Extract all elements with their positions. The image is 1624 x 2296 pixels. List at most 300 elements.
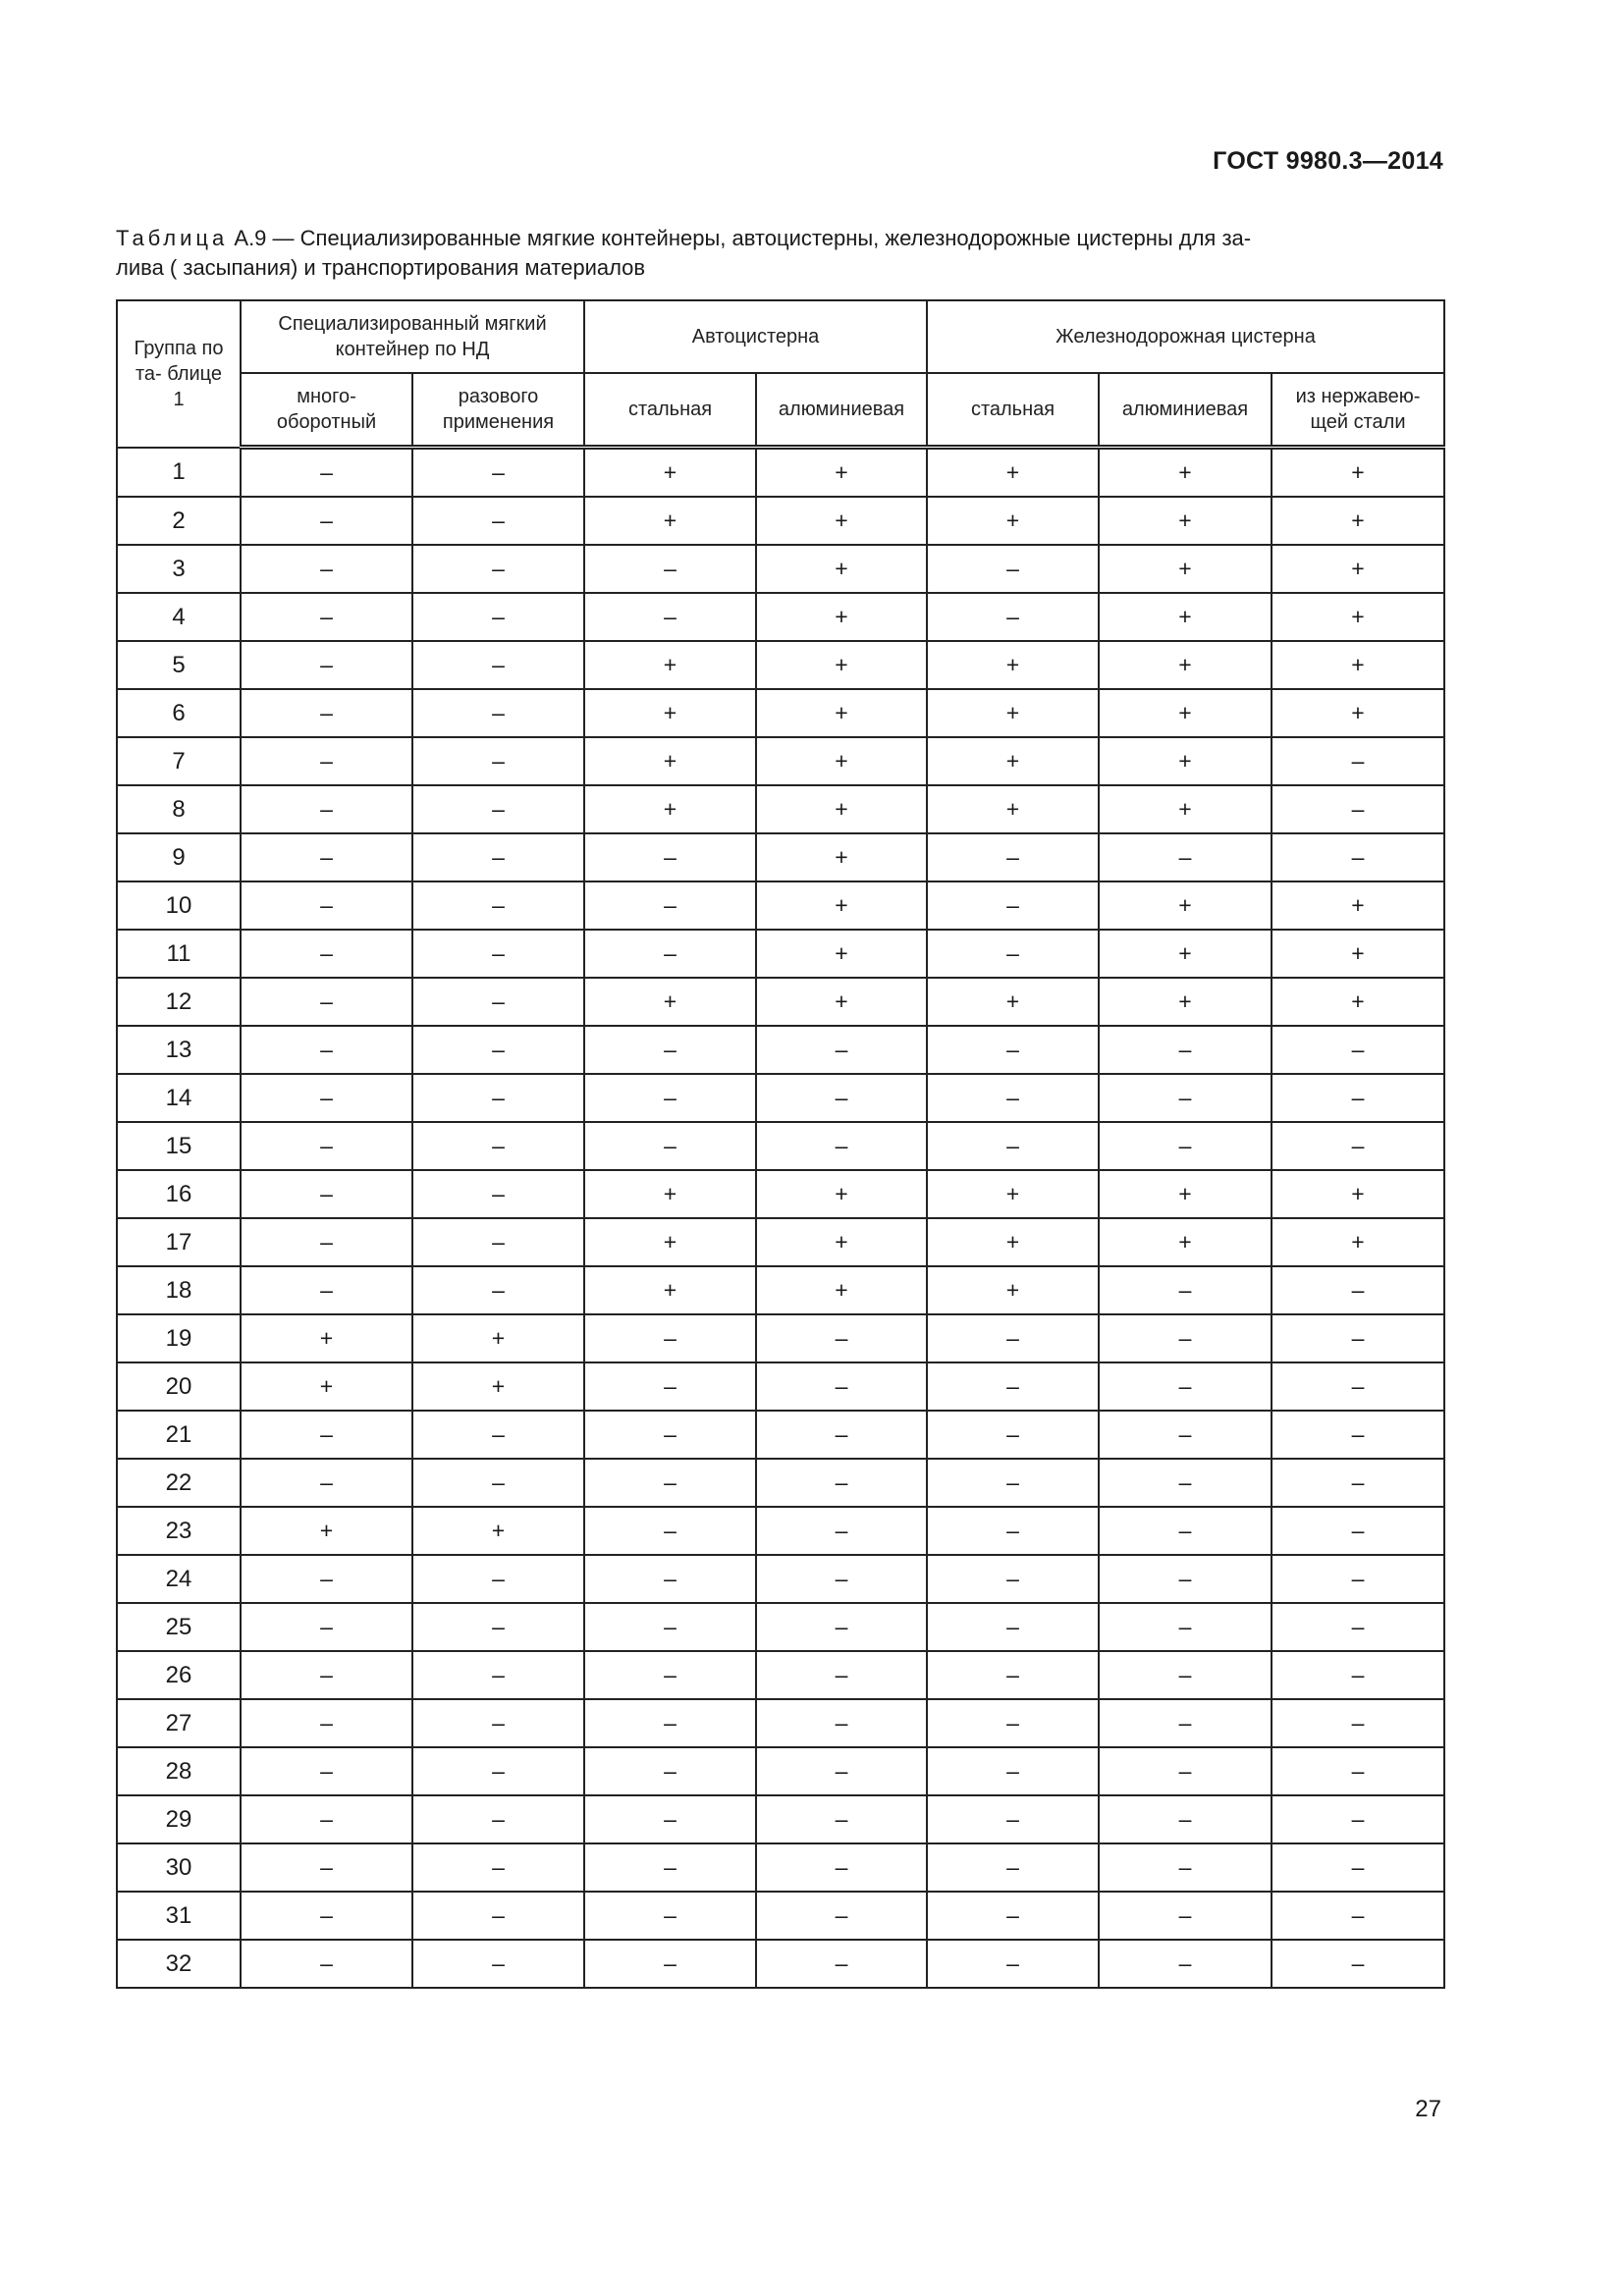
cell-single-use: – — [412, 1651, 584, 1699]
cell-reusable: + — [241, 1314, 412, 1362]
cell-truck-aluminum: + — [756, 689, 927, 737]
cell-group: 26 — [117, 1651, 241, 1699]
cell-rail-aluminum: + — [1099, 689, 1272, 737]
cell-reusable: – — [241, 545, 412, 593]
cell-reusable: – — [241, 1651, 412, 1699]
cell-rail-stainless: + — [1272, 1170, 1444, 1218]
cell-reusable: – — [241, 1026, 412, 1074]
cell-truck-steel: – — [584, 1555, 756, 1603]
table-body — [117, 448, 1444, 1989]
cell-truck-aluminum: + — [756, 881, 927, 930]
cell-reusable: – — [241, 641, 412, 689]
cell-rail-steel: – — [927, 881, 1099, 930]
cell-single-use: – — [412, 1892, 584, 1940]
cell-single-use: – — [412, 1795, 584, 1843]
cell-truck-aluminum: + — [756, 448, 927, 498]
cell-rail-steel: – — [927, 1603, 1099, 1651]
cell-reusable: + — [241, 1507, 412, 1555]
cell-truck-steel: + — [584, 1170, 756, 1218]
cell-rail-aluminum: – — [1099, 1555, 1272, 1603]
cell-rail-aluminum: + — [1099, 737, 1272, 785]
cell-truck-aluminum: + — [756, 1170, 927, 1218]
cell-rail-aluminum: + — [1099, 448, 1272, 498]
cell-truck-aluminum: – — [756, 1843, 927, 1892]
cell-group: 14 — [117, 1074, 241, 1122]
cell-rail-aluminum: – — [1099, 1940, 1272, 1988]
cell-single-use: – — [412, 641, 584, 689]
table-caption-text-line2: лива ( засыпания) и транспортирования материалов — [116, 255, 646, 280]
cell-group: 30 — [117, 1843, 241, 1892]
cell-reusable: – — [241, 737, 412, 785]
cell-rail-stainless: – — [1272, 1651, 1444, 1699]
cell-rail-steel: – — [927, 1459, 1099, 1507]
cell-single-use: – — [412, 785, 584, 833]
table-row — [117, 1459, 1444, 1507]
cell-rail-steel: – — [927, 1940, 1099, 1988]
cell-rail-aluminum: + — [1099, 930, 1272, 978]
cell-truck-aluminum: + — [756, 785, 927, 833]
cell-truck-aluminum: – — [756, 1940, 927, 1988]
subheader-single-use: разового применения — [412, 373, 584, 448]
cell-rail-stainless: + — [1272, 689, 1444, 737]
cell-group: 11 — [117, 930, 241, 978]
table-row — [117, 1940, 1444, 1988]
cell-single-use: – — [412, 1459, 584, 1507]
cell-rail-aluminum: – — [1099, 1699, 1272, 1747]
cell-truck-steel: – — [584, 1892, 756, 1940]
subheader-truck-steel: стальная — [584, 373, 756, 448]
cell-group: 18 — [117, 1266, 241, 1314]
table-caption — [116, 224, 1443, 283]
cell-truck-aluminum: – — [756, 1507, 927, 1555]
cell-rail-steel: + — [927, 641, 1099, 689]
cell-rail-stainless: – — [1272, 1892, 1444, 1940]
table-row — [117, 1892, 1444, 1940]
cell-truck-aluminum: + — [756, 930, 927, 978]
cell-rail-aluminum: – — [1099, 1026, 1272, 1074]
cell-rail-stainless: – — [1272, 1843, 1444, 1892]
cell-rail-aluminum: – — [1099, 1459, 1272, 1507]
cell-rail-stainless: – — [1272, 1314, 1444, 1362]
cell-truck-aluminum: + — [756, 497, 927, 545]
cell-group: 31 — [117, 1892, 241, 1940]
cell-rail-aluminum: – — [1099, 1843, 1272, 1892]
cell-truck-steel: – — [584, 930, 756, 978]
cell-rail-stainless: – — [1272, 1940, 1444, 1988]
cell-truck-steel: + — [584, 689, 756, 737]
cell-reusable: – — [241, 1940, 412, 1988]
cell-rail-stainless: + — [1272, 881, 1444, 930]
cell-rail-stainless: – — [1272, 1411, 1444, 1459]
cell-rail-stainless: – — [1272, 785, 1444, 833]
subheader-truck-aluminum: алюминиевая — [756, 373, 927, 448]
cell-rail-stainless: – — [1272, 833, 1444, 881]
cell-rail-aluminum: – — [1099, 1747, 1272, 1795]
cell-reusable: – — [241, 1459, 412, 1507]
cell-single-use: – — [412, 833, 584, 881]
cell-reusable: – — [241, 1074, 412, 1122]
cell-rail-steel: – — [927, 1651, 1099, 1699]
cell-rail-stainless: + — [1272, 1218, 1444, 1266]
cell-reusable: – — [241, 1843, 412, 1892]
cell-truck-aluminum: + — [756, 1218, 927, 1266]
table-row — [117, 833, 1444, 881]
materials-transport-table — [116, 299, 1445, 1989]
cell-single-use: – — [412, 1218, 584, 1266]
cell-truck-steel: – — [584, 1940, 756, 1988]
table-row — [117, 1218, 1444, 1266]
cell-group: 8 — [117, 785, 241, 833]
cell-rail-aluminum: + — [1099, 881, 1272, 930]
cell-rail-stainless: + — [1272, 448, 1444, 498]
cell-rail-steel: – — [927, 1026, 1099, 1074]
table-row — [117, 1170, 1444, 1218]
cell-truck-steel: – — [584, 1411, 756, 1459]
table-row — [117, 1651, 1444, 1699]
subheader-rail-stainless: из нержавею- щей стали — [1272, 373, 1444, 448]
cell-truck-steel: + — [584, 448, 756, 498]
cell-truck-aluminum: + — [756, 1266, 927, 1314]
cell-single-use: – — [412, 1747, 584, 1795]
cell-rail-steel: – — [927, 1362, 1099, 1411]
cell-rail-stainless: – — [1272, 1555, 1444, 1603]
cell-truck-steel: + — [584, 1218, 756, 1266]
cell-rail-stainless: – — [1272, 1747, 1444, 1795]
cell-rail-steel: – — [927, 1411, 1099, 1459]
table-row — [117, 1699, 1444, 1747]
cell-rail-stainless: + — [1272, 545, 1444, 593]
cell-single-use: – — [412, 1074, 584, 1122]
cell-rail-steel: + — [927, 1218, 1099, 1266]
cell-single-use: – — [412, 978, 584, 1026]
cell-group: 27 — [117, 1699, 241, 1747]
cell-truck-steel: + — [584, 1266, 756, 1314]
cell-group: 24 — [117, 1555, 241, 1603]
cell-truck-steel: + — [584, 641, 756, 689]
cell-reusable: – — [241, 785, 412, 833]
cell-single-use: – — [412, 689, 584, 737]
cell-rail-steel: – — [927, 1892, 1099, 1940]
cell-truck-aluminum: – — [756, 1459, 927, 1507]
cell-single-use: – — [412, 448, 584, 498]
cell-truck-aluminum: + — [756, 978, 927, 1026]
subheader-rail-steel: стальная — [927, 373, 1099, 448]
document-standard-header: ГОСТ 9980.3—2014 — [1213, 147, 1443, 175]
cell-group: 20 — [117, 1362, 241, 1411]
cell-truck-aluminum: – — [756, 1795, 927, 1843]
cell-rail-aluminum: – — [1099, 1892, 1272, 1940]
cell-rail-aluminum: – — [1099, 1266, 1272, 1314]
cell-truck-steel: – — [584, 545, 756, 593]
table-row — [117, 1795, 1444, 1843]
cell-single-use: – — [412, 1843, 584, 1892]
cell-rail-aluminum: + — [1099, 1218, 1272, 1266]
cell-truck-aluminum: – — [756, 1699, 927, 1747]
cell-rail-steel: – — [927, 1122, 1099, 1170]
table-row — [117, 1266, 1444, 1314]
cell-group: 15 — [117, 1122, 241, 1170]
cell-group: 23 — [117, 1507, 241, 1555]
table-row — [117, 1843, 1444, 1892]
table-caption-label: Таблица — [116, 226, 229, 250]
cell-truck-aluminum: – — [756, 1555, 927, 1603]
cell-single-use: – — [412, 1555, 584, 1603]
cell-reusable: – — [241, 1747, 412, 1795]
cell-rail-aluminum: – — [1099, 1651, 1272, 1699]
table-row — [117, 641, 1444, 689]
cell-reusable: + — [241, 1362, 412, 1411]
cell-truck-aluminum: + — [756, 545, 927, 593]
cell-single-use: – — [412, 1699, 584, 1747]
cell-truck-steel: + — [584, 978, 756, 1026]
table-row — [117, 1507, 1444, 1555]
table-row — [117, 1411, 1444, 1459]
cell-single-use: – — [412, 881, 584, 930]
cell-reusable: – — [241, 833, 412, 881]
cell-reusable: – — [241, 448, 412, 498]
header-truck-tank: Автоцистерна — [584, 300, 927, 373]
cell-group: 12 — [117, 978, 241, 1026]
cell-single-use: – — [412, 1603, 584, 1651]
cell-truck-steel: – — [584, 1314, 756, 1362]
cell-truck-aluminum: + — [756, 593, 927, 641]
cell-rail-stainless: – — [1272, 1507, 1444, 1555]
cell-single-use: + — [412, 1507, 584, 1555]
cell-single-use: + — [412, 1314, 584, 1362]
cell-truck-aluminum: – — [756, 1362, 927, 1411]
cell-rail-stainless: – — [1272, 1459, 1444, 1507]
cell-truck-steel: – — [584, 1795, 756, 1843]
cell-reusable: – — [241, 1892, 412, 1940]
cell-single-use: – — [412, 930, 584, 978]
cell-truck-aluminum: – — [756, 1603, 927, 1651]
cell-rail-steel: + — [927, 785, 1099, 833]
cell-single-use: – — [412, 545, 584, 593]
cell-group: 6 — [117, 689, 241, 737]
cell-rail-aluminum: – — [1099, 1314, 1272, 1362]
cell-rail-stainless: – — [1272, 1603, 1444, 1651]
cell-rail-aluminum: + — [1099, 497, 1272, 545]
cell-group: 4 — [117, 593, 241, 641]
cell-rail-steel: + — [927, 689, 1099, 737]
cell-rail-steel: – — [927, 833, 1099, 881]
cell-rail-steel: – — [927, 1555, 1099, 1603]
cell-truck-steel: + — [584, 785, 756, 833]
table-row — [117, 1314, 1444, 1362]
table-row — [117, 1747, 1444, 1795]
cell-reusable: – — [241, 593, 412, 641]
cell-rail-steel: + — [927, 448, 1099, 498]
cell-rail-steel: – — [927, 1507, 1099, 1555]
cell-reusable: – — [241, 930, 412, 978]
cell-truck-steel: – — [584, 1843, 756, 1892]
cell-single-use: – — [412, 737, 584, 785]
cell-truck-steel: + — [584, 497, 756, 545]
cell-truck-aluminum: – — [756, 1314, 927, 1362]
cell-group: 1 — [117, 448, 241, 498]
cell-group: 22 — [117, 1459, 241, 1507]
cell-rail-steel: – — [927, 930, 1099, 978]
cell-group: 9 — [117, 833, 241, 881]
cell-reusable: – — [241, 1699, 412, 1747]
cell-truck-aluminum: – — [756, 1074, 927, 1122]
cell-rail-aluminum: + — [1099, 641, 1272, 689]
cell-group: 16 — [117, 1170, 241, 1218]
cell-truck-steel: + — [584, 737, 756, 785]
table-row — [117, 930, 1444, 978]
table-row — [117, 1362, 1444, 1411]
table-row — [117, 881, 1444, 930]
cell-group: 25 — [117, 1603, 241, 1651]
cell-rail-stainless: + — [1272, 497, 1444, 545]
cell-truck-steel: – — [584, 833, 756, 881]
page-number: 27 — [1415, 2096, 1441, 2122]
cell-rail-aluminum: – — [1099, 1074, 1272, 1122]
cell-group: 2 — [117, 497, 241, 545]
cell-single-use: – — [412, 593, 584, 641]
table-caption-text-line1: А.9 — Специализированные мягкие контейнеры, автоцистерны, железнодорожные цистерны для за- — [234, 226, 1252, 250]
cell-reusable: – — [241, 497, 412, 545]
subheader-rail-aluminum: алюминиевая — [1099, 373, 1272, 448]
cell-rail-stainless: – — [1272, 1074, 1444, 1122]
cell-truck-steel: – — [584, 881, 756, 930]
cell-rail-steel: + — [927, 737, 1099, 785]
cell-truck-steel: – — [584, 1026, 756, 1074]
cell-truck-steel: – — [584, 1651, 756, 1699]
cell-truck-steel: – — [584, 1459, 756, 1507]
table-row — [117, 1122, 1444, 1170]
cell-truck-steel: – — [584, 1122, 756, 1170]
cell-rail-steel: – — [927, 1747, 1099, 1795]
table-row — [117, 1603, 1444, 1651]
cell-truck-aluminum: – — [756, 1026, 927, 1074]
cell-rail-steel: – — [927, 1843, 1099, 1892]
subheader-reusable: много- оборотный — [241, 373, 412, 448]
table-row — [117, 448, 1444, 498]
cell-rail-steel: – — [927, 545, 1099, 593]
cell-rail-stainless: – — [1272, 1122, 1444, 1170]
cell-truck-steel: – — [584, 1603, 756, 1651]
cell-rail-stainless: + — [1272, 930, 1444, 978]
cell-rail-steel: – — [927, 1074, 1099, 1122]
cell-truck-steel: – — [584, 1362, 756, 1411]
cell-truck-steel: – — [584, 593, 756, 641]
table-row — [117, 689, 1444, 737]
cell-rail-aluminum: + — [1099, 785, 1272, 833]
table-row — [117, 978, 1444, 1026]
cell-reusable: – — [241, 1218, 412, 1266]
cell-single-use: – — [412, 1026, 584, 1074]
cell-rail-stainless: – — [1272, 1795, 1444, 1843]
cell-reusable: – — [241, 978, 412, 1026]
table-row — [117, 545, 1444, 593]
cell-rail-stainless: + — [1272, 978, 1444, 1026]
cell-rail-stainless: – — [1272, 1266, 1444, 1314]
cell-single-use: – — [412, 1411, 584, 1459]
cell-group: 28 — [117, 1747, 241, 1795]
cell-single-use: – — [412, 1266, 584, 1314]
cell-rail-aluminum: – — [1099, 1603, 1272, 1651]
cell-truck-steel: – — [584, 1747, 756, 1795]
cell-rail-aluminum: + — [1099, 545, 1272, 593]
cell-group: 19 — [117, 1314, 241, 1362]
cell-group: 21 — [117, 1411, 241, 1459]
cell-group: 7 — [117, 737, 241, 785]
cell-rail-stainless: – — [1272, 737, 1444, 785]
cell-reusable: – — [241, 1266, 412, 1314]
cell-reusable: – — [241, 1603, 412, 1651]
cell-truck-steel: – — [584, 1699, 756, 1747]
cell-rail-aluminum: – — [1099, 1411, 1272, 1459]
cell-truck-aluminum: + — [756, 833, 927, 881]
cell-single-use: – — [412, 1170, 584, 1218]
cell-rail-steel: + — [927, 978, 1099, 1026]
cell-truck-steel: – — [584, 1507, 756, 1555]
cell-rail-aluminum: – — [1099, 1795, 1272, 1843]
cell-group: 3 — [117, 545, 241, 593]
cell-rail-aluminum: + — [1099, 1170, 1272, 1218]
cell-reusable: – — [241, 1795, 412, 1843]
table-row — [117, 785, 1444, 833]
cell-reusable: – — [241, 881, 412, 930]
cell-rail-steel: – — [927, 1795, 1099, 1843]
cell-rail-steel: + — [927, 497, 1099, 545]
cell-truck-aluminum: – — [756, 1122, 927, 1170]
cell-truck-aluminum: – — [756, 1651, 927, 1699]
table-row — [117, 1026, 1444, 1074]
cell-group: 13 — [117, 1026, 241, 1074]
cell-group: 17 — [117, 1218, 241, 1266]
table-row — [117, 737, 1444, 785]
header-rail-tank: Железнодорожная цистерна — [927, 300, 1444, 373]
cell-rail-stainless: – — [1272, 1699, 1444, 1747]
cell-truck-aluminum: – — [756, 1892, 927, 1940]
cell-reusable: – — [241, 1555, 412, 1603]
cell-truck-aluminum: – — [756, 1747, 927, 1795]
cell-single-use: – — [412, 497, 584, 545]
cell-truck-aluminum: + — [756, 641, 927, 689]
cell-rail-aluminum: – — [1099, 1362, 1272, 1411]
cell-rail-aluminum: – — [1099, 1122, 1272, 1170]
cell-rail-aluminum: – — [1099, 833, 1272, 881]
cell-truck-aluminum: + — [756, 737, 927, 785]
table-row — [117, 593, 1444, 641]
table-row — [117, 1555, 1444, 1603]
cell-rail-stainless: + — [1272, 641, 1444, 689]
cell-rail-steel: + — [927, 1170, 1099, 1218]
table-row — [117, 497, 1444, 545]
cell-truck-steel: – — [584, 1074, 756, 1122]
cell-group: 29 — [117, 1795, 241, 1843]
header-group: Группа по та- блице 1 — [117, 300, 241, 448]
cell-single-use: – — [412, 1122, 584, 1170]
cell-rail-steel: – — [927, 1314, 1099, 1362]
cell-rail-stainless: + — [1272, 593, 1444, 641]
cell-rail-steel: + — [927, 1266, 1099, 1314]
cell-reusable: – — [241, 689, 412, 737]
cell-group: 5 — [117, 641, 241, 689]
cell-single-use: – — [412, 1940, 584, 1988]
cell-rail-stainless: – — [1272, 1026, 1444, 1074]
cell-rail-steel: – — [927, 593, 1099, 641]
cell-rail-steel: – — [927, 1699, 1099, 1747]
cell-reusable: – — [241, 1411, 412, 1459]
cell-rail-aluminum: + — [1099, 593, 1272, 641]
cell-truck-aluminum: – — [756, 1411, 927, 1459]
table-row — [117, 1074, 1444, 1122]
cell-group: 10 — [117, 881, 241, 930]
cell-rail-stainless: – — [1272, 1362, 1444, 1411]
